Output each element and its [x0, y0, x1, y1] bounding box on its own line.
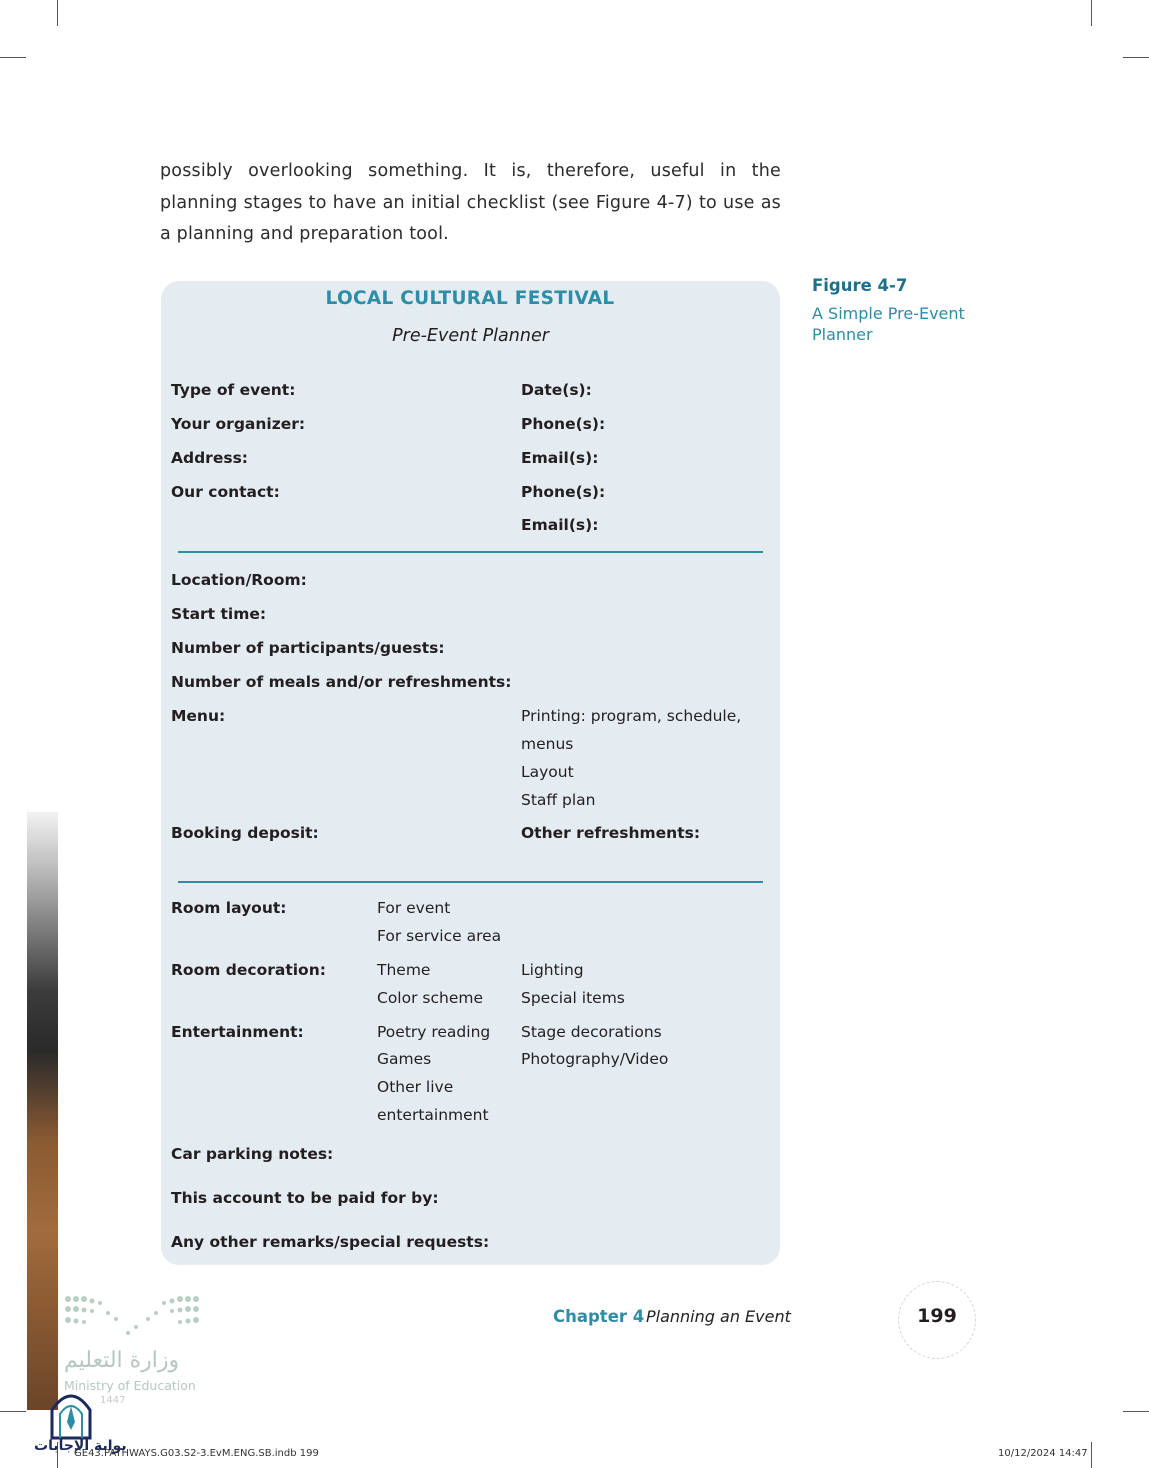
footer-chapter-title: Planning an Event — [646, 1307, 791, 1326]
label-start-time: Start time: — [171, 605, 267, 623]
ministry-logo-dots-icon — [64, 1293, 200, 1337]
label-menu: Menu: — [171, 707, 226, 725]
decoration-item: Special items — [521, 989, 625, 1007]
slug-date: 10/12/2024 14:47 — [998, 1448, 1088, 1459]
crop-mark — [1091, 0, 1092, 26]
crop-mark — [0, 57, 26, 58]
planner-title-text: LOCAL CULTURAL FESTIVAL — [325, 288, 615, 309]
label-room-decoration: Room decoration: — [171, 961, 326, 979]
label-other-refreshments: Other refreshments: — [521, 824, 701, 842]
label-emails-2: Email(s): — [521, 516, 599, 534]
figure-caption: A Simple Pre-Event Planner — [812, 304, 965, 344]
label-other-remarks: Any other remarks/special requests: — [171, 1233, 490, 1251]
label-car-parking: Car parking notes: — [171, 1145, 334, 1163]
label-room-layout: Room layout: — [171, 899, 287, 917]
label-participants: Number of participants/guests: — [171, 639, 445, 657]
ministry-logo-english: Ministry of Education — [64, 1378, 196, 1393]
label-dates: Date(s): — [521, 381, 592, 399]
section-divider — [178, 881, 763, 883]
label-phones-2: Phone(s): — [521, 483, 606, 501]
entertainment-item: Stage decorations — [521, 1023, 662, 1041]
crop-mark — [0, 1411, 26, 1412]
menu-item: Printing: program, schedule, — [521, 707, 742, 725]
label-your-organizer: Your organizer: — [171, 415, 306, 433]
menu-item: Layout — [521, 763, 574, 781]
footer-chapter: Chapter 4 — [553, 1307, 645, 1326]
crop-mark — [1123, 57, 1149, 58]
decoration-item: Color scheme — [377, 989, 483, 1007]
menu-item: Staff plan — [521, 791, 596, 809]
decoration-item: Lighting — [521, 961, 584, 979]
intro-paragraph: possibly overlooking something. It is, therefore, useful in the planning stages to have an initial checklist (see Figure 4-7) to use as a planning and preparation tool. — [160, 161, 781, 244]
entertainment-item: Other live — [377, 1078, 454, 1096]
section-divider — [178, 551, 763, 553]
label-type-of-event: Type of event: — [171, 381, 296, 399]
slug-file: GE43.PATHWAYS.G03.S2-3.EvM.ENG.SB.indb 199 — [74, 1448, 319, 1459]
entertainment-item: Photography/Video — [521, 1050, 669, 1068]
entertainment-item: entertainment — [377, 1106, 489, 1124]
room-layout-item: For service area — [377, 927, 502, 945]
entertainment-item: Games — [377, 1050, 432, 1068]
label-our-contact: Our contact: — [171, 483, 280, 501]
menu-item: menus — [521, 735, 574, 753]
photo-strip — [27, 812, 58, 1410]
label-meals: Number of meals and/or refreshments: — [171, 673, 512, 691]
label-emails-1: Email(s): — [521, 449, 599, 467]
label-booking-deposit: Booking deposit: — [171, 824, 319, 842]
figure-number: Figure 4-7 — [812, 276, 908, 295]
label-address: Address: — [171, 449, 248, 467]
label-phones-1: Phone(s): — [521, 415, 606, 433]
watermark-text: بوابة الإجابات — [34, 1438, 127, 1454]
page-number: 199 — [917, 1305, 957, 1327]
crop-mark — [1123, 1411, 1149, 1412]
decoration-item: Theme — [377, 961, 431, 979]
label-entertainment: Entertainment: — [171, 1023, 304, 1041]
ministry-logo-arabic: وزارة التعليم — [64, 1348, 180, 1373]
label-location-room: Location/Room: — [171, 571, 307, 589]
entertainment-item: Poetry reading — [377, 1023, 491, 1041]
crop-mark — [1091, 1442, 1092, 1468]
planner-title — [0, 288, 940, 309]
label-account-paid-by: This account to be paid for by: — [171, 1189, 439, 1207]
crop-mark — [57, 0, 58, 26]
gate-icon — [48, 1388, 94, 1440]
room-layout-item: For event — [377, 899, 451, 917]
planner-subtitle: Pre-Event Planner — [392, 326, 549, 346]
ministry-logo-year: 1447 — [100, 1395, 126, 1406]
